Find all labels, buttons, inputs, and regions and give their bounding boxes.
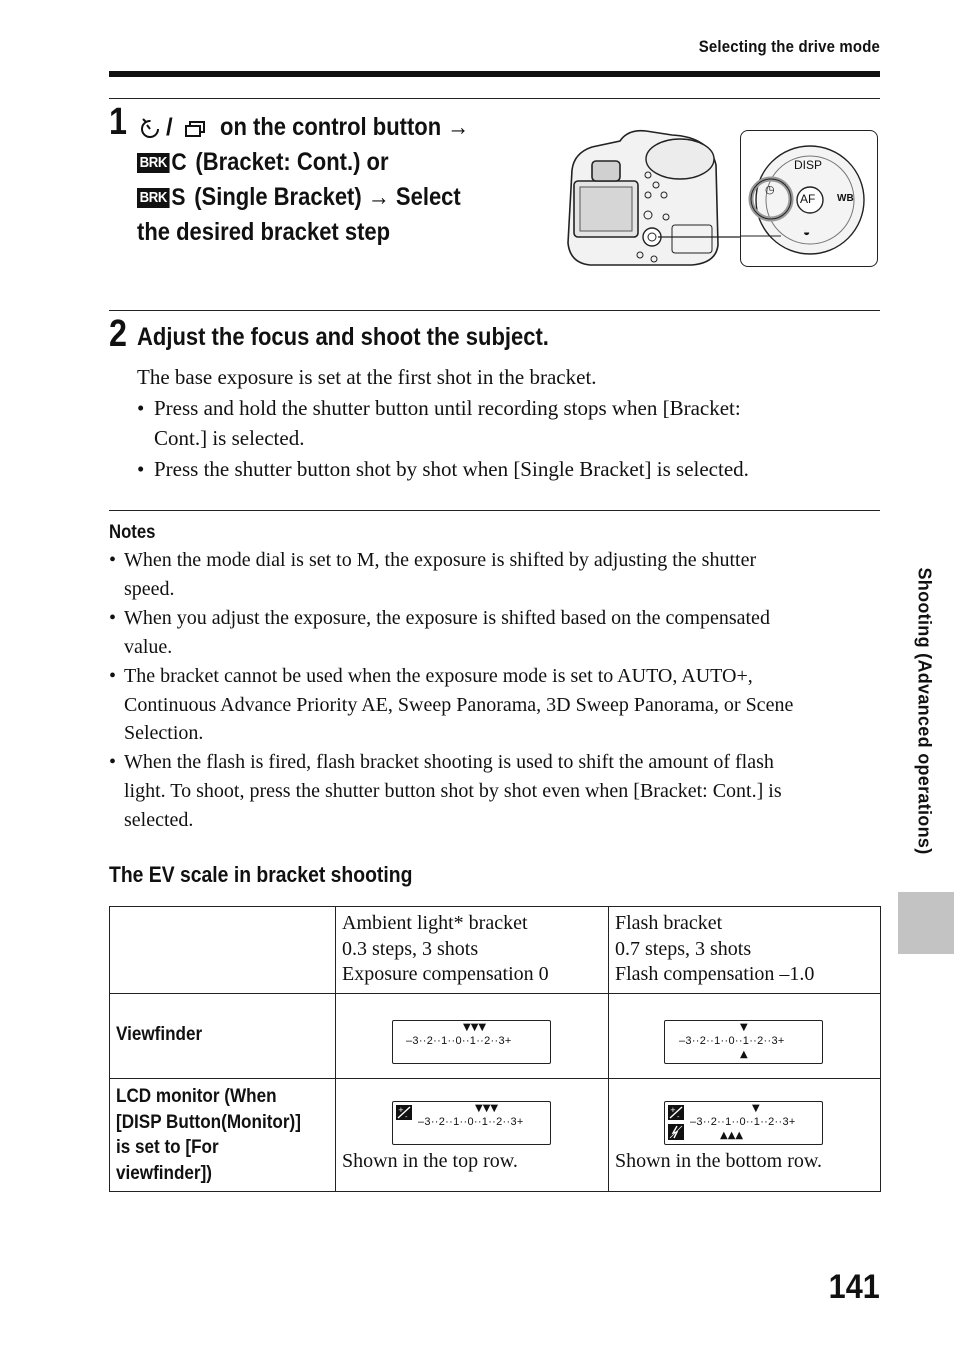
step1-number: 1 xyxy=(109,101,127,143)
ev-scale-display xyxy=(392,1101,551,1145)
ambient-header-cell xyxy=(336,907,609,994)
bracket-cont-letter: C xyxy=(171,149,187,176)
step2-bullet-1-line2: Cont.] is selected. xyxy=(154,426,305,450)
ev-scale-display xyxy=(664,1020,823,1064)
svg-text:-: - xyxy=(405,1113,408,1120)
note-2-line1: When you adjust the exposure, the exposure is shifted based on the compensated xyxy=(124,607,770,629)
section-tab-marker xyxy=(898,892,954,954)
step1-line4: the desired bracket step xyxy=(137,218,391,246)
ambient-header-line3: Exposure compensation 0 xyxy=(342,963,549,985)
lcd-label-line2: [DISP Button(Monitor)] xyxy=(116,1111,301,1133)
notes-heading: Notes xyxy=(109,522,156,543)
dial-creative-icon: ◒ xyxy=(803,225,811,239)
ev-scale-text: –3··2··1··0··1··2··3+ xyxy=(679,1035,785,1047)
exposure-marker-top: ▼ xyxy=(752,1103,760,1114)
flash-header-line2: 0.7 steps, 3 shots xyxy=(615,937,752,960)
viewfinder-label-cell xyxy=(110,994,336,1079)
note-4-line2: light. To shoot, press the shutter button shot by shot even when [Bracket: Cont.] is xyxy=(124,780,782,802)
viewfinder-ambient-cell xyxy=(336,994,609,1079)
svg-text:+: + xyxy=(670,1106,676,1114)
bracket-markers-top: ▼▼▼ xyxy=(475,1103,499,1114)
bullet-dot: • xyxy=(109,607,117,629)
ev-scale-text: –3··2··1··0··1··2··3+ xyxy=(690,1116,796,1128)
flash-caption: Shown in the bottom row. xyxy=(615,1150,823,1172)
header-rule xyxy=(109,71,880,77)
bullet-dot: • xyxy=(109,549,117,571)
bullet-dot: • xyxy=(137,396,145,420)
exposure-comp-icon xyxy=(668,1105,684,1120)
table-row xyxy=(110,1079,881,1192)
table-header-row xyxy=(110,907,881,994)
dial-af-label: AF xyxy=(800,192,816,206)
svg-text:-: - xyxy=(677,1113,680,1120)
note-1-line1: When the mode dial is set to M, the exposure is shifted by adjusting the shutter xyxy=(124,549,757,571)
exposure-comp-icon xyxy=(396,1105,412,1120)
flash-comp-icon xyxy=(668,1124,684,1140)
ev-scale-display xyxy=(392,1020,551,1064)
step2-bullet-1-line1: Press and hold the shutter button until recording stops when [Bracket: xyxy=(154,396,741,420)
table-corner-cell xyxy=(110,907,336,994)
note-3-line2: Continuous Advance Priority AE, Sweep Panorama, 3D Sweep Panorama, or Scene xyxy=(124,694,794,716)
step2-body: The base exposure is set at the first shot in the bracket. xyxy=(137,365,597,389)
bullet-dot: • xyxy=(137,457,145,481)
continuous-shooting-icon xyxy=(184,118,208,140)
note-4-line1: When the flash is fired, flash bracket shooting is used to shift the amount of flash xyxy=(124,751,774,773)
lcd-label-line4: viewfinder]) xyxy=(116,1162,212,1184)
section-side-label xyxy=(909,548,939,874)
lcd-flash-cell xyxy=(609,1079,881,1192)
svg-text:+: + xyxy=(398,1106,404,1114)
note-1-line2: speed. xyxy=(124,578,175,600)
bullet-dot: • xyxy=(109,751,117,773)
ev-scale-text: –3··2··1··0··1··2··3+ xyxy=(406,1035,512,1047)
step1-line2: (Bracket: Cont.) or xyxy=(195,148,389,176)
note-4-line3: selected. xyxy=(124,809,194,831)
table-row xyxy=(110,994,881,1079)
lcd-label-line1: LCD monitor (When xyxy=(116,1086,277,1107)
note-3-line3: Selection. xyxy=(124,722,204,744)
flash-header-line1: Flash bracket xyxy=(615,912,723,934)
bullet-dot: • xyxy=(109,665,117,687)
slash-separator: / xyxy=(166,114,173,141)
dial-disp-label: DISP xyxy=(794,158,823,172)
step1-top-rule xyxy=(109,98,880,99)
lcd-label-line3: is set to [For xyxy=(116,1137,219,1158)
flash-header-line3: Flash compensation –1.0 xyxy=(615,963,815,985)
step2-number: 2 xyxy=(109,313,127,355)
exposure-marker-top: ▼ xyxy=(740,1022,748,1033)
step1-line3: (Single Bracket) → Select xyxy=(194,183,461,211)
viewfinder-label: Viewfinder xyxy=(116,1024,203,1045)
ambient-header-line2: 0.3 steps, 3 shots xyxy=(342,937,479,960)
note-2-line2: value. xyxy=(124,636,173,658)
flash-header-cell xyxy=(609,907,881,994)
lcd-ambient-cell xyxy=(336,1079,609,1192)
dial-drive-icon: ◷ xyxy=(765,184,775,196)
step1-line2-row xyxy=(137,145,389,180)
step2-top-rule xyxy=(109,310,880,311)
self-timer-icon xyxy=(137,115,163,141)
running-header: Selecting the drive mode xyxy=(698,37,880,56)
bracket-single-icon: BRK xyxy=(137,188,170,208)
step2-bullet-2: Press the shutter button shot by shot when [Single Bracket] is selected. xyxy=(154,457,749,481)
bracket-markers-bottom: ▲▲▲ xyxy=(720,1130,744,1141)
viewfinder-flash-cell xyxy=(609,994,881,1079)
ev-section-heading: The EV scale in bracket shooting xyxy=(109,862,413,887)
bracket-markers-top: ▼▼▼ xyxy=(463,1022,487,1033)
bracket-cont-icon: BRK xyxy=(137,153,170,173)
section-side-label-text: Shooting (Advanced operations) xyxy=(914,567,935,855)
ambient-header-line1: Ambient light* bracket xyxy=(342,912,528,934)
dial-wb-label: WB xyxy=(837,193,854,204)
note-3-line1: The bracket cannot be used when the exposure mode is set to AUTO, AUTO+, xyxy=(124,665,753,687)
page-number: 141 xyxy=(828,1268,880,1306)
ambient-caption: Shown in the top row. xyxy=(342,1150,518,1172)
bracket-single-letter: S xyxy=(171,184,186,211)
ev-scale-table xyxy=(109,906,881,1192)
control-dial-inset xyxy=(740,130,878,267)
notes-top-rule xyxy=(109,510,880,511)
ev-scale-display xyxy=(664,1101,823,1145)
lcd-label-cell xyxy=(110,1079,336,1192)
step2-heading: Adjust the focus and shoot the subject. xyxy=(137,323,549,351)
step1-line3-row xyxy=(137,180,461,215)
camera-illustration xyxy=(560,125,740,270)
flash-marker-bottom: ▲ xyxy=(740,1049,748,1060)
step1-line1: on the control button → xyxy=(220,113,470,141)
ev-scale-text: –3··2··1··0··1··2··3+ xyxy=(418,1116,524,1128)
